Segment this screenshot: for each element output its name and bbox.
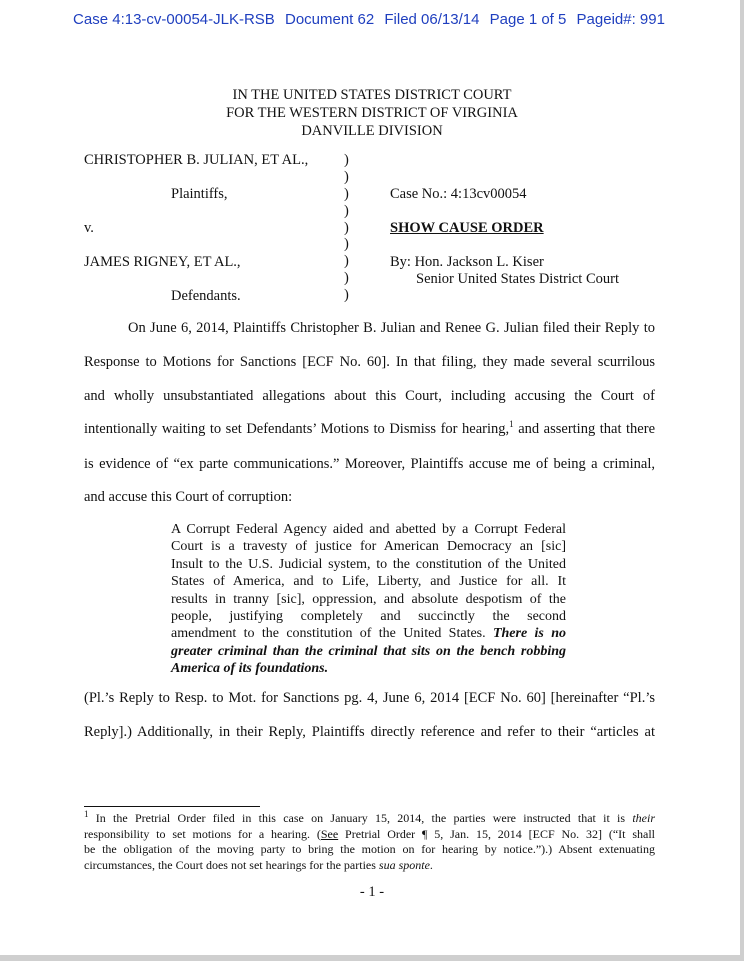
quote-emphasis: greater criminal than the criminal that sits on the bench robbing xyxy=(171,643,566,659)
judge-title: Senior United States District Court xyxy=(416,271,619,287)
caption-parentheses xyxy=(344,152,349,304)
page-edge-bottom xyxy=(0,955,744,961)
footnote-text: . xyxy=(429,857,433,872)
quote-emphasis: America of its foundations. xyxy=(171,661,329,677)
body-line: Reply].) Additionally, in their Reply, Plaintiffs directly reference and refer to their “articles at xyxy=(84,724,655,740)
plaintiff-role: Plaintiffs, xyxy=(171,186,228,202)
court-heading xyxy=(0,86,744,140)
paren: ) xyxy=(344,219,349,236)
quote-line: people, justifying completely and succinctly the second xyxy=(171,609,566,625)
body-line: and wholly unsubstantiated allegations about this Court, including accusing the Court of xyxy=(84,388,655,404)
quote-emphasis: There is no xyxy=(492,626,566,642)
quote-line: States of America, and to Life, Liberty, and Justice for all. It xyxy=(171,574,566,590)
document-number: Document 62 xyxy=(284,11,375,28)
case-number: Case 4:13-cv-00054-JLK-RSB xyxy=(73,11,275,28)
footnote xyxy=(84,811,655,873)
defendant-role: Defendants. xyxy=(171,288,241,304)
order-title: SHOW CAUSE ORDER xyxy=(390,220,544,236)
body-line: On June 6, 2014, Plaintiffs Christopher B. Julian and Renee G. Julian filed their Reply to xyxy=(128,320,655,336)
paren: ) xyxy=(344,185,349,202)
footnote-text: circumstances, the Court does not set hearings for the parties xyxy=(84,857,379,872)
body-line: and accuse this Court of corruption: xyxy=(84,489,293,505)
body-line: Response to Motions for Sanctions [ECF No. 60]. In that filing, they made several scurrilous xyxy=(84,354,655,370)
paren: ) xyxy=(344,168,349,185)
body-text: and asserting that there xyxy=(513,421,656,437)
quote-line: results in tranny [sic], oppression, and absolute despotism of the xyxy=(171,591,566,607)
plaintiff-name: CHRISTOPHER B. JULIAN, ET AL., xyxy=(84,152,309,168)
court-line-3: DANVILLE DIVISION xyxy=(301,123,443,139)
page-count: Page 1 of 5 xyxy=(489,11,567,28)
footnote-italic: sua sponte xyxy=(378,857,430,872)
body-line: is evidence of “ex parte communications.” Moreover, Plaintiffs accuse me of being a criminal, xyxy=(84,456,655,472)
footnote-line: be the obligation of the moving party to bring the motion on for hearing by notice.”).) Absent extenuating xyxy=(84,842,655,857)
body-text: intentionally waiting to set Defendants’ Motions to Dismiss for hearing, xyxy=(84,421,510,437)
footnote-text: responsibility to set motions for a hearing. ( xyxy=(84,826,321,841)
footnote-text: Pretrial Order ¶ 5, Jan. 15, 2014 [ECF No. 32] (“It shall xyxy=(338,826,655,841)
quote-line xyxy=(171,643,566,660)
body-line: (Pl.’s Reply to Resp. to Mot. for Sanctions pg. 4, June 6, 2014 [ECF No. 60] [hereinafter “Pl.’s xyxy=(84,690,655,706)
footnote-number: 1 xyxy=(84,809,89,819)
footnote-signal: See xyxy=(320,826,339,841)
filing-header xyxy=(0,11,744,28)
footnote-line xyxy=(84,827,655,843)
court-line-2: FOR THE WESTERN DISTRICT OF VIRGINIA xyxy=(226,105,518,121)
paren: ) xyxy=(344,253,349,270)
footnote-ref: 1 xyxy=(509,419,514,430)
quote-line xyxy=(171,660,566,677)
defendant-name: JAMES RIGNEY, ET AL., xyxy=(84,254,241,270)
versus: v. xyxy=(84,220,94,236)
page-number: - 1 - xyxy=(359,884,385,900)
filed-date: Filed 06/13/14 xyxy=(384,11,480,28)
quote-line: Insult to the U.S. Judicial system, to the constitution of the United xyxy=(171,556,566,572)
judge-byline: By: Hon. Jackson L. Kiser xyxy=(390,254,544,270)
paren: ) xyxy=(344,236,349,253)
quote-line: Court is a travesty of justice for American Democracy an [sic] xyxy=(171,539,566,555)
page-edge-right xyxy=(740,0,744,961)
body-line xyxy=(84,421,655,438)
page-id: Pageid#: 991 xyxy=(576,11,665,28)
quote-line: A Corrupt Federal Agency aided and abetted by a Corrupt Federal xyxy=(171,522,566,537)
footnote-divider xyxy=(84,806,260,807)
footnote-line xyxy=(84,811,655,827)
quote-line xyxy=(171,625,566,642)
footnote-text: In the Pretrial Order filed in this case on January 15, 2014, the parties were instructed that it is xyxy=(88,811,633,825)
footnote-italic: their xyxy=(632,811,655,825)
block-quote xyxy=(171,521,566,678)
footnote-line xyxy=(84,858,655,874)
quote-text: amendment to the constitution of the United States. xyxy=(171,626,493,642)
paren: ) xyxy=(344,202,349,219)
paren: ) xyxy=(344,270,349,287)
paren: ) xyxy=(344,287,349,304)
paren: ) xyxy=(344,152,349,168)
case-no: Case No.: 4:13cv00054 xyxy=(390,186,527,202)
court-line-1: IN THE UNITED STATES DISTRICT COURT xyxy=(232,87,512,103)
